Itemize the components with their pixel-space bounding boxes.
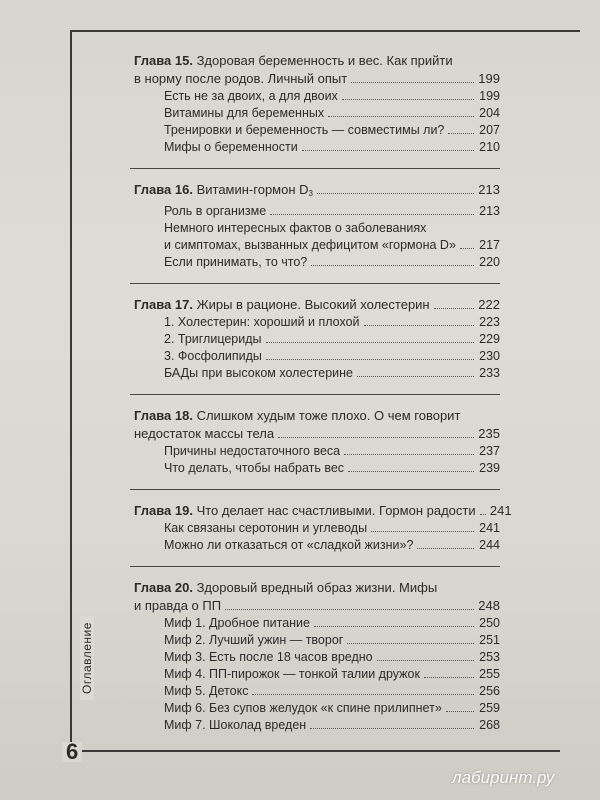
chapter-heading-cont (134, 425, 500, 443)
dot-leader (311, 265, 474, 266)
entry-text: Роль в организме (164, 204, 267, 218)
dot-leader (480, 514, 486, 515)
dot-leader (266, 359, 474, 360)
entry-page: 223 (479, 315, 500, 329)
entry-page: 230 (479, 349, 500, 363)
dot-leader (347, 643, 474, 644)
entry-page: 220 (479, 255, 500, 269)
entry-text: 2. Триглицериды (164, 332, 262, 346)
entry-page: 253 (479, 650, 500, 664)
toc-entry (134, 139, 500, 156)
toc-entry (134, 348, 500, 365)
toc-entry (134, 683, 500, 700)
entry-page: 204 (479, 106, 500, 120)
chapter-heading (134, 407, 500, 425)
entry-page: 255 (479, 667, 500, 681)
chapter-page: 241 (489, 503, 512, 518)
chapter-title-subscript: 3 (308, 189, 313, 198)
entry-page: 268 (479, 718, 500, 732)
dot-leader (278, 437, 474, 438)
section-side-label: Оглавление (80, 616, 94, 700)
chapter-heading (134, 52, 500, 70)
frame-bottom-rule (70, 750, 560, 752)
chapter-18 (134, 407, 500, 477)
dot-leader (314, 626, 474, 627)
entry-page: 229 (479, 332, 500, 346)
watermark: лабиринт.ру (452, 768, 555, 787)
chapter-title-line1: Здоровый вредный образ жизни. Мифы (196, 580, 438, 595)
entry-text-line1: Немного интересных фактов о заболеваниях (164, 221, 427, 235)
toc-entry (134, 105, 500, 122)
entry-page: 233 (479, 366, 500, 380)
dot-leader (328, 116, 474, 117)
entry-page: 237 (479, 444, 500, 458)
toc-entry (134, 666, 500, 683)
toc-entry (134, 717, 500, 734)
table-of-contents (134, 52, 512, 746)
chapter-divider (130, 489, 500, 490)
chapter-title: Витамин-гормон D (196, 182, 309, 197)
chapter-title: Что делает нас счастливыми. Гормон радости (196, 503, 476, 518)
entry-page: 239 (479, 461, 500, 475)
entry-text: Миф 2. Лучший ужин — творог (164, 633, 344, 647)
chapter-label: Глава 15. (134, 53, 193, 68)
chapter-20 (134, 579, 500, 734)
entry-page: 217 (479, 238, 500, 252)
chapter-divider (130, 394, 500, 395)
entry-text: Миф 7. Шоколад вреден (164, 718, 307, 732)
chapter-page: 213 (478, 182, 500, 197)
toc-entry (134, 254, 500, 271)
dot-leader (434, 308, 474, 309)
dot-leader (342, 99, 474, 100)
dot-leader (460, 248, 474, 249)
chapter-title: Жиры в рационе. Высокий холестерин (196, 297, 430, 312)
entry-text: Можно ли отказаться от «сладкой жизни»? (164, 538, 414, 552)
toc-entry (134, 520, 500, 537)
toc-entry (134, 331, 500, 348)
chapter-label: Глава 18. (134, 408, 193, 423)
entry-text: Миф 3. Есть после 18 часов вредно (164, 650, 373, 664)
chapter-17 (134, 296, 500, 382)
chapter-15 (134, 52, 500, 156)
entry-page: 259 (479, 701, 500, 715)
entry-page: 241 (479, 521, 500, 535)
chapter-title-line1: Здоровая беременность и вес. Как прийти (196, 53, 453, 68)
dot-leader (364, 325, 474, 326)
entry-text: Что делать, чтобы набрать вес (164, 461, 345, 475)
toc-entry (134, 632, 500, 649)
toc-entry (134, 649, 500, 666)
chapter-label: Глава 20. (134, 580, 193, 595)
entry-page: 207 (479, 123, 500, 137)
dot-leader (344, 454, 474, 455)
dot-leader (424, 677, 474, 678)
chapter-heading (134, 579, 500, 597)
toc-entry (134, 615, 500, 632)
frame-left-rule (70, 30, 72, 750)
entry-text: БАДы при высоком холестерине (164, 366, 353, 380)
chapter-page: 199 (478, 71, 500, 86)
chapter-divider (130, 283, 500, 284)
dot-leader (357, 376, 474, 377)
toc-entry (134, 443, 500, 460)
entry-text: Миф 5. Детокс (164, 684, 249, 698)
entry-page: 213 (479, 204, 500, 218)
entry-text: Витамины для беременных (164, 106, 325, 120)
entry-text: Миф 1. Дробное питание (164, 616, 310, 630)
dot-leader (225, 609, 474, 610)
chapter-heading (134, 181, 500, 203)
entry-text-line2: и симптомах, вызванных дефицитом «гормона D» (164, 238, 456, 252)
entry-page: 244 (479, 538, 500, 552)
frame-top-rule (70, 30, 580, 32)
chapter-divider (130, 168, 500, 169)
chapter-heading-cont (134, 70, 500, 88)
page-number: 6 (62, 742, 82, 762)
toc-entry (134, 537, 500, 554)
entry-text: Причины недостаточного веса (164, 444, 341, 458)
dot-leader (310, 728, 474, 729)
chapter-page: 235 (478, 426, 500, 441)
chapter-title-line1: Слишком худым тоже плохо. О чем говорит (196, 408, 461, 423)
chapter-label: Глава 19. (134, 503, 193, 518)
dot-leader (302, 150, 474, 151)
entry-text: Есть не за двоих, а для двоих (164, 89, 338, 103)
chapter-page: 248 (478, 598, 500, 613)
chapter-page: 222 (478, 297, 500, 312)
chapter-label: Глава 16. (134, 182, 193, 197)
entry-text: Миф 4. ПП-пирожок — тонкой талии дружок (164, 667, 420, 681)
toc-entry (134, 460, 500, 477)
chapter-heading (134, 296, 500, 314)
chapter-heading (134, 502, 512, 520)
toc-entry (134, 700, 500, 717)
chapter-title-line2: в норму после родов. Личный опыт (134, 71, 348, 86)
toc-entry (134, 88, 500, 105)
entry-text: Миф 6. Без супов желудок «к спине прилипнет» (164, 701, 442, 715)
chapter-heading-cont (134, 597, 500, 615)
toc-entry (134, 203, 500, 220)
entry-text: Мифы о беременности (164, 140, 298, 154)
entry-text: Как связаны серотонин и углеводы (164, 521, 368, 535)
toc-entry-line1 (134, 220, 500, 237)
entry-text: 3. Фосфолипиды (164, 349, 262, 363)
chapter-label: Глава 17. (134, 297, 193, 312)
toc-entry (134, 237, 500, 254)
toc-entry (134, 122, 500, 139)
dot-leader (417, 548, 474, 549)
entry-text: 1. Холестерин: хороший и плохой (164, 315, 360, 329)
entry-text: Если принимать, то что? (164, 255, 308, 269)
entry-page: 251 (479, 633, 500, 647)
entry-page: 250 (479, 616, 500, 630)
chapter-19 (134, 502, 512, 554)
toc-entry (134, 365, 500, 382)
dot-leader (351, 82, 474, 83)
chapter-title-line2: недостаток массы тела (134, 426, 275, 441)
dot-leader (446, 711, 474, 712)
dot-leader (377, 660, 474, 661)
dot-leader (317, 193, 474, 194)
entry-page: 256 (479, 684, 500, 698)
entry-text: Тренировки и беременность — совместимы ли? (164, 123, 445, 137)
dot-leader (348, 471, 474, 472)
dot-leader (252, 694, 474, 695)
chapter-title-line2: и правда о ПП (134, 598, 222, 613)
chapter-divider (130, 566, 500, 567)
dot-leader (270, 214, 474, 215)
chapter-16 (134, 181, 500, 271)
entry-page: 210 (479, 140, 500, 154)
dot-leader (266, 342, 474, 343)
toc-entry (134, 314, 500, 331)
dot-leader (448, 133, 474, 134)
dot-leader (371, 531, 474, 532)
entry-page: 199 (479, 89, 500, 103)
